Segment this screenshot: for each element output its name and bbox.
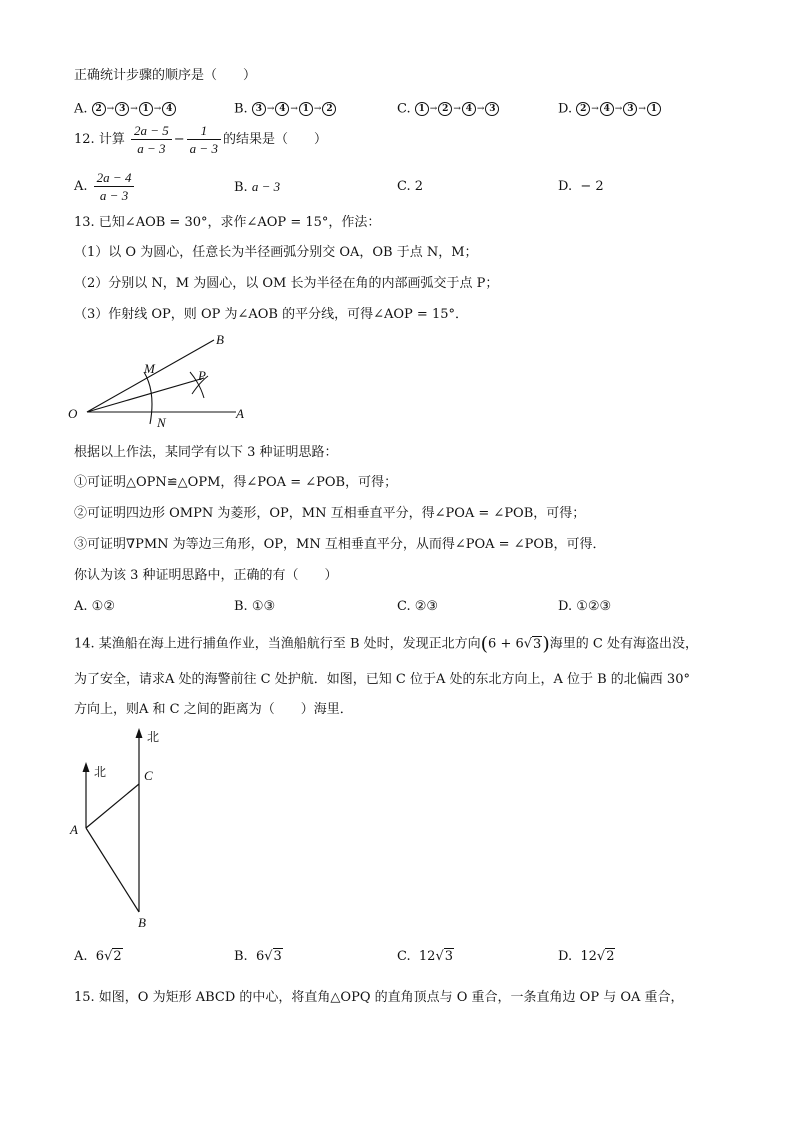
q13-ask: 你认为该 3 种证明思路中，正确的有（ ） bbox=[74, 568, 338, 583]
step-number: 2 bbox=[438, 102, 452, 116]
arrow-right-icon: → bbox=[453, 104, 461, 114]
step-number: 1 bbox=[415, 102, 429, 116]
step-number: 1 bbox=[647, 102, 661, 116]
q12-option-d[interactable]: D. − 2 bbox=[558, 179, 604, 194]
step-number: 2 bbox=[576, 102, 590, 116]
step-number: 3 bbox=[623, 102, 637, 116]
step-number: 4 bbox=[462, 102, 476, 116]
label-m: M bbox=[144, 361, 155, 376]
q15-line1: 15. 如图，O 为矩形 ABCD 的中心，将直角△OPQ 的直角顶点与 O 重合，一条直角边 OP 与 OA 重合， bbox=[74, 990, 684, 1005]
q12-option-a[interactable]: A. $\frac{2a - 4}{a - 3}$ bbox=[74, 168, 136, 206]
arc-mn bbox=[144, 372, 152, 424]
q13-step1: （1）以 O 为圆心，任意长为半径画弧分别交 OA，OB 于点 N，M； bbox=[74, 245, 478, 260]
q14-option-a[interactable]: A. 6√2 bbox=[74, 949, 122, 964]
q13-option-b[interactable]: B. ①③ bbox=[234, 599, 276, 614]
label-n: N bbox=[157, 415, 166, 430]
arrow-right-icon: → bbox=[266, 104, 275, 114]
north-arrow-icon bbox=[83, 762, 90, 772]
q13-idea2: ②可证明四边形 OMPN 为菱形，OP，MN 互相垂直平分，得∠POA = ∠POB，可得； bbox=[74, 506, 586, 521]
q14-option-c[interactable]: C. 12√3 bbox=[397, 949, 454, 964]
navigation-figure bbox=[64, 724, 184, 934]
q13-step2: （2）分别以 N，M 为圆心，以 OM 长为半径在角的内部画弧交于点 P； bbox=[74, 276, 499, 291]
fraction: $\frac{2a - 4}{a - 3}$ bbox=[94, 169, 135, 204]
label-o: O bbox=[68, 406, 78, 421]
arrow-right-icon: → bbox=[106, 104, 115, 114]
step-number: 1 bbox=[139, 102, 153, 116]
arrow-right-icon: → bbox=[290, 104, 298, 114]
north-arrow-icon bbox=[136, 728, 143, 738]
q14-line1: 14. 某渔船在海上进行捕鱼作业，当渔船航行至 B 处时，发现正北方向(6 + 6√3)海里的 C 处有海盗出没， bbox=[74, 633, 698, 655]
label-north: 北 bbox=[94, 765, 107, 779]
q14-line2: 为了安全，请求A 处的海警前往 C 处护航．如图，已知 C 位于A 处的东北方向上，A 位于 B 的北偏西 30° bbox=[74, 672, 690, 687]
label-a: A bbox=[70, 822, 78, 837]
step-number: 2 bbox=[92, 102, 106, 116]
q12-option-b[interactable]: B. a − 3 bbox=[234, 179, 281, 195]
arrow-right-icon: → bbox=[591, 104, 599, 114]
q12-stem: 12. 计算 $\frac{2a - 5}{a - 3}$ − $\frac{1}{a - 3}$ 的结果是（ ） bbox=[74, 123, 327, 156]
q13-option-a[interactable]: A. ①② bbox=[74, 599, 115, 614]
q13-option-d[interactable]: D. ①②③ bbox=[558, 599, 612, 614]
q13-idea1: ①可证明△OPN≌△OPM，得∠POA = ∠POB，可得； bbox=[74, 475, 398, 490]
label-north: 北 bbox=[147, 730, 160, 744]
q13-step3: （3）作射线 OP，则 OP 为∠AOB 的平分线，可得∠AOP = 15°． bbox=[74, 307, 468, 322]
arrow-right-icon: → bbox=[638, 104, 646, 114]
step-number: 3 bbox=[485, 102, 499, 116]
label-p: P bbox=[198, 368, 206, 383]
label-b: B bbox=[216, 332, 224, 347]
segment-ac bbox=[86, 784, 139, 828]
arrow-right-icon: → bbox=[313, 104, 322, 114]
step-number: 4 bbox=[600, 102, 614, 116]
angle-bisector-figure bbox=[64, 332, 264, 432]
step-number: 4 bbox=[275, 102, 289, 116]
q12-options bbox=[74, 168, 734, 206]
q14-options bbox=[74, 946, 734, 968]
q13-lead: 根据以上作法，某同学有以下 3 种证明思路： bbox=[74, 445, 338, 460]
q11-stem: 正确统计步骤的顺序是（ ） bbox=[74, 68, 257, 83]
q11-option-b[interactable]: B. 3 → 4 → 1 → 2 bbox=[234, 98, 336, 121]
step-number: 3 bbox=[115, 102, 129, 116]
arrow-right-icon: → bbox=[476, 104, 485, 114]
ray-ob bbox=[87, 340, 214, 412]
q11-option-d[interactable]: D. 2 → 4 → 3 → 1 bbox=[558, 98, 661, 121]
arrow-right-icon: → bbox=[130, 104, 138, 114]
fraction: $\frac{1}{a - 3}$ bbox=[187, 122, 221, 157]
q13-options bbox=[74, 596, 734, 618]
q12-option-c[interactable]: C. 2 bbox=[397, 179, 424, 194]
q14-option-b[interactable]: B. 6√3 bbox=[234, 949, 282, 964]
q13-option-c[interactable]: C. ②③ bbox=[397, 599, 439, 614]
step-number: 1 bbox=[299, 102, 313, 116]
fraction: $\frac{2a - 5}{a - 3}$ bbox=[131, 122, 172, 157]
q14-line3: 方向上，则A 和 C 之间的距离为（ ）海里． bbox=[74, 702, 353, 717]
label-a: A bbox=[236, 406, 244, 421]
label-b: B bbox=[138, 915, 146, 930]
q11-option-c[interactable]: C. 1 → 2 → 4 → 3 bbox=[397, 98, 499, 121]
arrow-right-icon: → bbox=[429, 104, 438, 114]
q13-intro: 13. 已知∠AOB = 30°，求作∠AOP = 15°，作法： bbox=[74, 215, 381, 230]
q13-idea3: ③可证明∇PMN 为等边三角形，OP，MN 互相垂直平分，从而得∠POA = ∠POB，可得． bbox=[74, 537, 606, 552]
step-number: 3 bbox=[252, 102, 266, 116]
arrow-right-icon: → bbox=[153, 104, 162, 114]
arrow-right-icon: → bbox=[614, 104, 623, 114]
step-number: 2 bbox=[322, 102, 336, 116]
q11-option-a[interactable]: A. 2 → 3 → 1 → 4 bbox=[74, 98, 176, 121]
q14-option-d[interactable]: D. 12√2 bbox=[558, 949, 615, 964]
label-c: C bbox=[144, 768, 153, 783]
step-number: 4 bbox=[162, 102, 176, 116]
ray-op bbox=[87, 378, 204, 412]
segment-ab bbox=[86, 828, 139, 912]
q11-options bbox=[74, 98, 734, 120]
